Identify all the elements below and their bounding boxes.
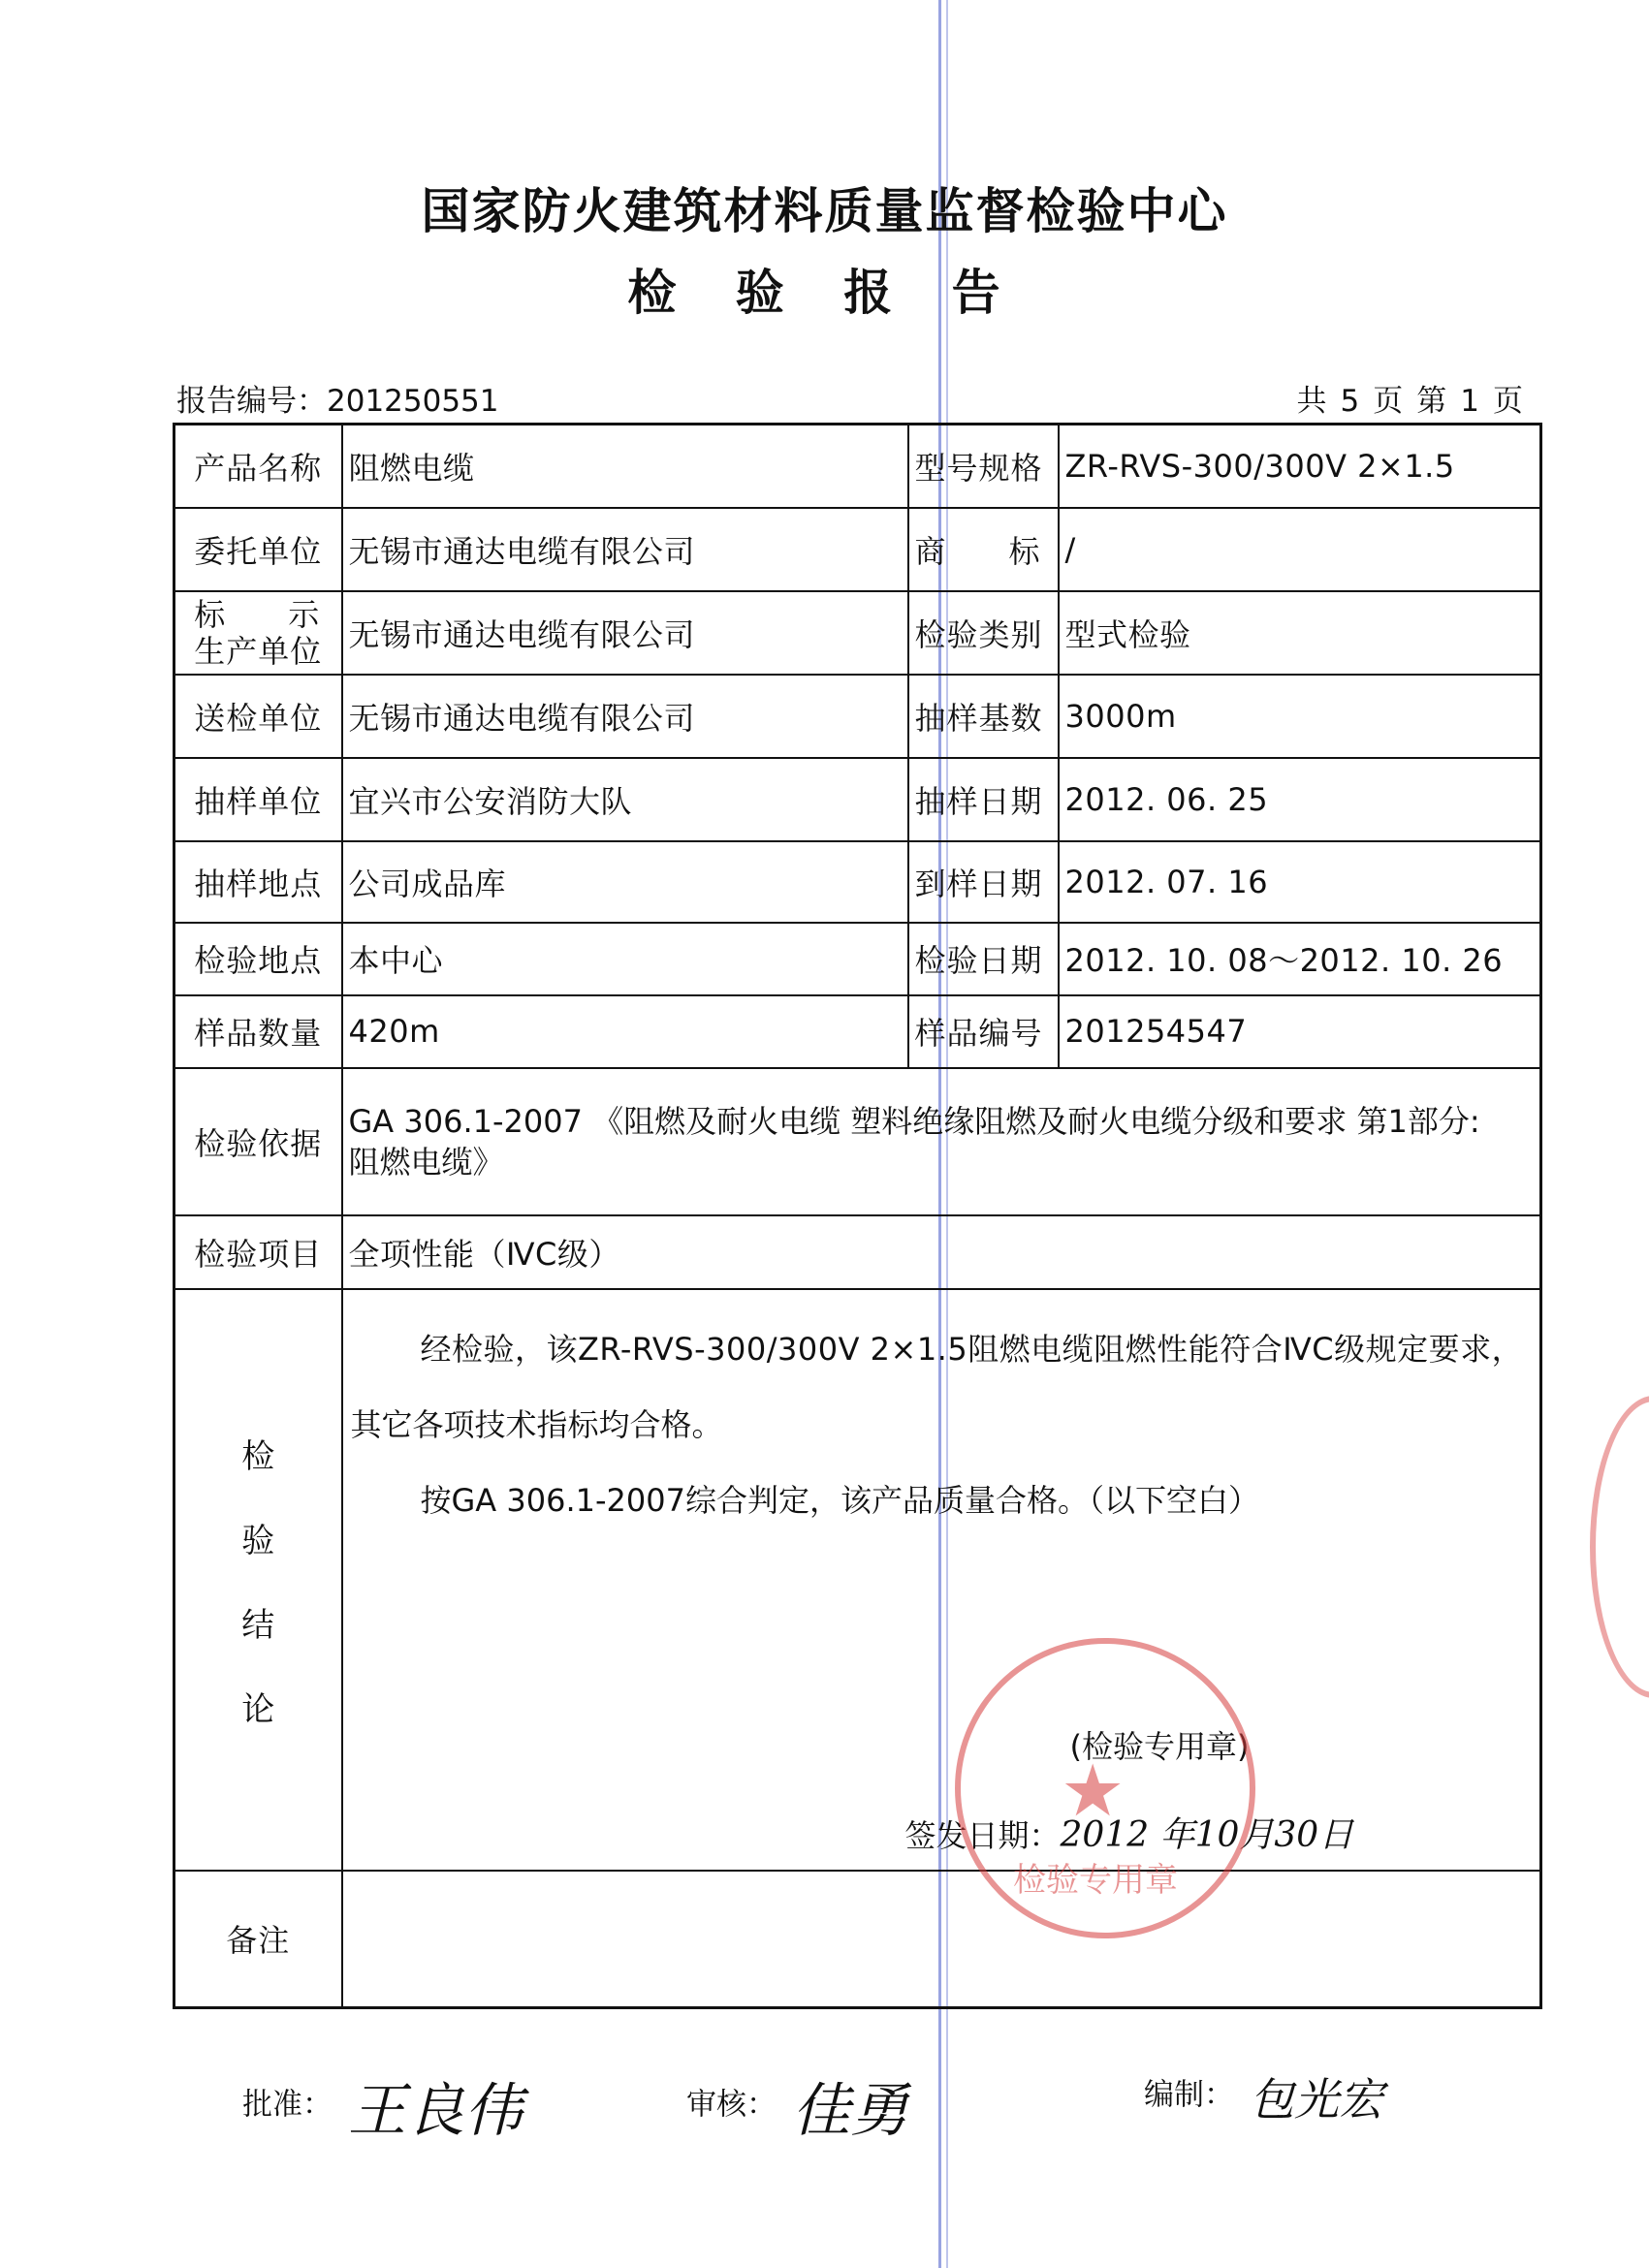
table-row: [174, 1871, 1541, 2008]
conclusion-label-char: 论: [241, 1689, 275, 1729]
field-label: 产品名称: [174, 425, 342, 508]
conclusion-label-char: 结: [241, 1605, 275, 1645]
field-label: 检验类别: [908, 591, 1059, 675]
issue-date-label: 签发日期：: [904, 1816, 1061, 1854]
org-title: 国家防火建筑材料质量监督检验中心: [421, 183, 1228, 239]
table-row: [174, 425, 1541, 508]
table-row: [174, 995, 1541, 1068]
compile-signature: [1144, 2064, 1383, 2128]
field-value: 3000m: [1059, 675, 1541, 758]
field-value: 2012. 06. 25: [1059, 758, 1541, 841]
table-row: [174, 758, 1541, 841]
field-label: 检验地点: [174, 923, 342, 995]
field-label-char: 标: [1008, 532, 1041, 570]
page-current: 1: [1460, 384, 1481, 419]
compile-handwriting: 包光宏: [1250, 2073, 1383, 2126]
edge-seal: [1590, 1396, 1649, 1698]
field-label: 到样日期: [908, 841, 1059, 923]
field-label-char: 示: [288, 595, 321, 633]
seal-caption: (检验专用章): [1069, 1727, 1250, 1765]
field-value: /: [1059, 508, 1541, 591]
basis-line: 阻燃电缆》: [348, 1143, 504, 1181]
field-label: 送检单位: [174, 675, 342, 758]
field-value: 型式检验: [1059, 591, 1541, 675]
approve-label: 批准：: [242, 2087, 333, 2123]
field-label-char: 标: [194, 595, 227, 633]
conclusion-paragraph: 按GA 306.1-2007综合判定，该产品质量合格。（以下空白）: [420, 1481, 1259, 1519]
field-value: ZR-RVS-300/300V 2×1.5: [1059, 425, 1541, 508]
basis-value: [342, 1068, 1541, 1215]
remarks-value: [342, 1871, 1541, 2008]
basis-line: GA 306.1-2007 《阻燃及耐火电缆 塑料绝缘阻燃及耐火电缆分级和要求 第1部分:: [348, 1102, 1480, 1140]
report-table: [173, 423, 1542, 2009]
report-number-value: 201250551: [327, 384, 499, 419]
field-value: 本中心: [342, 923, 908, 995]
doc-title: 检 验 报 告: [627, 265, 1022, 321]
field-value: 201254547: [1059, 995, 1541, 1068]
field-label: 抽样单位: [174, 758, 342, 841]
field-label-char: 商: [914, 532, 947, 570]
review-handwriting: 佳勇: [792, 2077, 908, 2145]
field-label: 检验依据: [174, 1068, 342, 1215]
report-number: [176, 376, 499, 420]
field-label: 生产单位: [194, 632, 323, 670]
field-label: 备注: [174, 1871, 342, 2008]
conclusion-label: [174, 1289, 342, 1871]
conclusion-paragraph: 其它各项技术指标均合格。: [350, 1405, 723, 1443]
pages-unit: 页: [1373, 384, 1406, 419]
field-value: 无锡市通达电缆有限公司: [342, 508, 908, 591]
field-label: 样品数量: [174, 995, 342, 1068]
conclusion-label-char: 检: [241, 1436, 275, 1476]
pages-total-prefix: 共: [1296, 384, 1329, 419]
table-row: [174, 508, 1541, 591]
field-label: 抽样日期: [908, 758, 1059, 841]
field-value: 2012. 10. 08～2012. 10. 26: [1059, 923, 1541, 995]
table-row: [174, 923, 1541, 995]
table-row: [174, 1215, 1541, 1289]
field-label: 样品编号: [908, 995, 1059, 1068]
pages-total: 5: [1340, 384, 1362, 419]
field-label: 检验日期: [908, 923, 1059, 995]
field-label: 抽样基数: [908, 675, 1059, 758]
table-row: [174, 841, 1541, 923]
seal-inner-text: 检验专用章: [1013, 1861, 1178, 1900]
table-row: [174, 675, 1541, 758]
field-value: 2012. 07. 16: [1059, 841, 1541, 923]
conclusion-label-char: 验: [241, 1521, 275, 1560]
conclusion-body: [342, 1289, 1541, 1871]
approve-handwriting: 王良伟: [348, 2077, 523, 2145]
table-row: [174, 591, 1541, 675]
field-value: 全项性能（ⅣC级）: [342, 1215, 1541, 1289]
seal-star-icon: ★: [1061, 1749, 1126, 1833]
field-label-trademark: [908, 508, 1059, 591]
review-label: 审核：: [686, 2087, 777, 2123]
conclusion-paragraph: 经检验，该ZR-RVS-300/300V 2×1.5阻燃电缆阻燃性能符合ⅣC级规定要求，: [420, 1330, 1524, 1368]
field-value: 宜兴市公安消防大队: [342, 758, 908, 841]
page-count: [1291, 376, 1531, 420]
field-label: 检验项目: [174, 1215, 342, 1289]
field-value: 无锡市通达电缆有限公司: [342, 675, 908, 758]
field-label: 委托单位: [174, 508, 342, 591]
field-label: 抽样地点: [174, 841, 342, 923]
field-label: 型号规格: [908, 425, 1059, 508]
approve-signature: [242, 2064, 523, 2148]
field-value: 420m: [342, 995, 908, 1068]
pages-unit: 页: [1493, 384, 1525, 419]
issue-date-value: 2012 年10月30日: [1060, 1814, 1354, 1855]
table-row: [174, 1068, 1541, 1215]
report-number-label: 报告编号：: [176, 384, 327, 419]
field-value: 公司成品库: [342, 841, 908, 923]
field-value: 无锡市通达电缆有限公司: [342, 591, 908, 675]
field-value: 阻燃电缆: [342, 425, 908, 508]
field-label-two-line: [174, 591, 342, 675]
compile-label: 编制：: [1144, 2077, 1234, 2113]
review-signature: [686, 2064, 908, 2148]
page-current-prefix: 第: [1416, 384, 1449, 419]
table-row: [174, 1289, 1541, 1871]
